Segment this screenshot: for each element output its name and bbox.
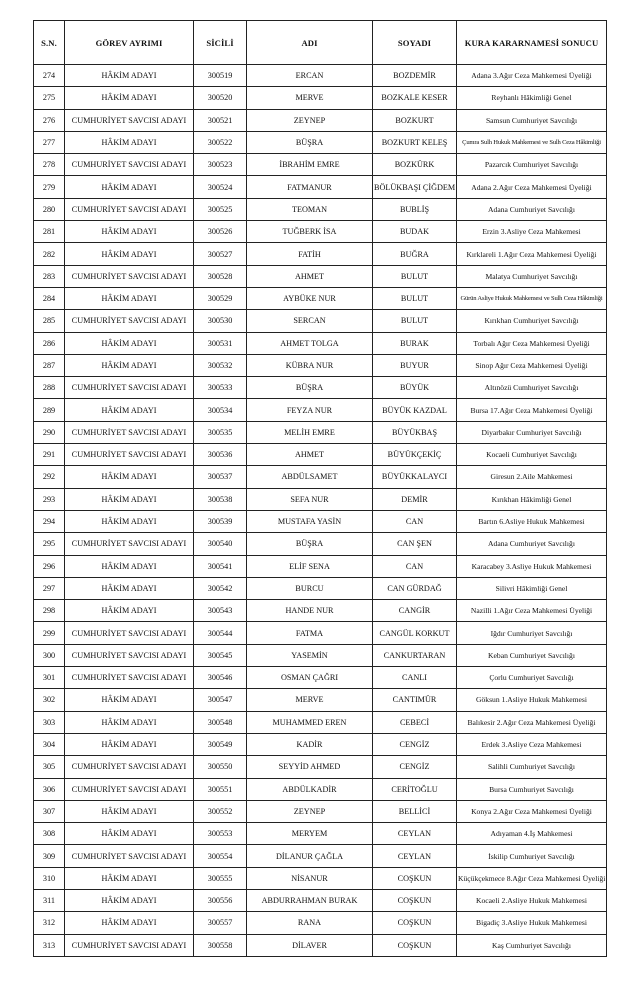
cell-kura: Karacabey 3.Asliye Hukuk Mahkemesi xyxy=(457,555,607,577)
table-row xyxy=(34,689,607,711)
cell-sn: 298 xyxy=(34,600,65,622)
cell-kura: Adana Cumhuriyet Savcılığı xyxy=(457,533,607,555)
cell-soyadi: BÜYÜKÇEKİÇ xyxy=(373,444,457,466)
cell-sn: 276 xyxy=(34,109,65,131)
table-row xyxy=(34,823,607,845)
cell-adi: ERCAN xyxy=(247,65,373,87)
cell-soyadi: BOZKURT xyxy=(373,109,457,131)
cell-soyadi: CEYLAN xyxy=(373,845,457,867)
cell-adi: RANA xyxy=(247,912,373,934)
cell-sn: 287 xyxy=(34,354,65,376)
cell-adi: AHMET xyxy=(247,265,373,287)
cell-sn: 302 xyxy=(34,689,65,711)
cell-gorev: HÂKİM ADAYI xyxy=(65,466,194,488)
cell-kura: Konya 2.Ağır Ceza Mahkemesi Üyeliği xyxy=(457,800,607,822)
table-row xyxy=(34,934,607,956)
cell-soyadi: BUDAK xyxy=(373,221,457,243)
cell-sicil: 300524 xyxy=(194,176,247,198)
cell-sicil: 300538 xyxy=(194,488,247,510)
cell-sn: 288 xyxy=(34,377,65,399)
cell-adi: MELİH EMRE xyxy=(247,421,373,443)
cell-soyadi: COŞKUN xyxy=(373,889,457,911)
cell-sicil: 300531 xyxy=(194,332,247,354)
cell-adi: ABDURRAHMAN BURAK xyxy=(247,889,373,911)
table-row xyxy=(34,377,607,399)
cell-sn: 293 xyxy=(34,488,65,510)
table-row xyxy=(34,733,607,755)
cell-soyadi: CANGÜL KORKUT xyxy=(373,622,457,644)
cell-sicil: 300549 xyxy=(194,733,247,755)
cell-adi: SEFA NUR xyxy=(247,488,373,510)
cell-sicil: 300546 xyxy=(194,667,247,689)
cell-kura: Silivri Hâkimliği Genel xyxy=(457,577,607,599)
cell-kura: Kırıkhan Cumhuriyet Savcılığı xyxy=(457,310,607,332)
cell-gorev: CUMHURİYET SAVCISI ADAYI xyxy=(65,533,194,555)
cell-sicil: 300519 xyxy=(194,65,247,87)
cell-kura: Kocaeli 2.Asliye Hukuk Mahkemesi xyxy=(457,889,607,911)
cell-sicil: 300557 xyxy=(194,912,247,934)
column-header-sicil: SİCİLİ xyxy=(194,21,247,65)
cell-gorev: HÂKİM ADAYI xyxy=(65,131,194,153)
cell-sicil: 300522 xyxy=(194,131,247,153)
cell-soyadi: COŞKUN xyxy=(373,867,457,889)
cell-soyadi: BULUT xyxy=(373,265,457,287)
cell-adi: AHMET TOLGA xyxy=(247,332,373,354)
cell-gorev: HÂKİM ADAYI xyxy=(65,823,194,845)
cell-sn: 299 xyxy=(34,622,65,644)
cell-kura: Balıkesir 2.Ağır Ceza Mahkemesi Üyeliği xyxy=(457,711,607,733)
cell-gorev: CUMHURİYET SAVCISI ADAYI xyxy=(65,154,194,176)
cell-sicil: 300540 xyxy=(194,533,247,555)
cell-gorev: CUMHURİYET SAVCISI ADAYI xyxy=(65,198,194,220)
table-row xyxy=(34,154,607,176)
cell-soyadi: CAN ŞEN xyxy=(373,533,457,555)
cell-soyadi: BÜYÜK KAZDAL xyxy=(373,399,457,421)
table-row xyxy=(34,399,607,421)
cell-kura: Adana Cumhuriyet Savcılığı xyxy=(457,198,607,220)
cell-sn: 296 xyxy=(34,555,65,577)
cell-soyadi: CAN xyxy=(373,510,457,532)
cell-kura: Kaş Cumhuriyet Savcılığı xyxy=(457,934,607,956)
cell-adi: ABDÜLSAMET xyxy=(247,466,373,488)
cell-soyadi: BUYUR xyxy=(373,354,457,376)
cell-adi: SEYYİD AHMED xyxy=(247,756,373,778)
cell-gorev: HÂKİM ADAYI xyxy=(65,488,194,510)
cell-sicil: 300554 xyxy=(194,845,247,867)
cell-gorev: CUMHURİYET SAVCISI ADAYI xyxy=(65,756,194,778)
assignment-table xyxy=(33,20,607,957)
cell-adi: MERVE xyxy=(247,87,373,109)
cell-gorev: CUMHURİYET SAVCISI ADAYI xyxy=(65,778,194,800)
cell-sicil: 300535 xyxy=(194,421,247,443)
cell-sn: 286 xyxy=(34,332,65,354)
table-row xyxy=(34,756,607,778)
column-header-gorev: GÖREV AYRIMI xyxy=(65,21,194,65)
cell-gorev: CUMHURİYET SAVCISI ADAYI xyxy=(65,845,194,867)
cell-kura: Salihli Cumhuriyet Savcılığı xyxy=(457,756,607,778)
cell-kura: Çumra Sulh Hukuk Mahkemesi ve Sulh Ceza Hâkimliği xyxy=(457,131,607,153)
cell-sn: 310 xyxy=(34,867,65,889)
column-header-soyadi: SOYADI xyxy=(373,21,457,65)
cell-kura: Pazarcık Cumhuriyet Savcılığı xyxy=(457,154,607,176)
cell-adi: KADİR xyxy=(247,733,373,755)
cell-kura: Altınözü Cumhuriyet Savcılığı xyxy=(457,377,607,399)
cell-kura: Keban Cumhuriyet Savcılığı xyxy=(457,644,607,666)
table-row xyxy=(34,109,607,131)
cell-sn: 308 xyxy=(34,823,65,845)
table-row xyxy=(34,555,607,577)
cell-sn: 301 xyxy=(34,667,65,689)
cell-soyadi: BURAK xyxy=(373,332,457,354)
cell-sicil: 300537 xyxy=(194,466,247,488)
cell-sn: 304 xyxy=(34,733,65,755)
cell-adi: FEYZA NUR xyxy=(247,399,373,421)
cell-gorev: HÂKİM ADAYI xyxy=(65,689,194,711)
cell-soyadi: BÜYÜKKALAYCI xyxy=(373,466,457,488)
cell-kura: Malatya Cumhuriyet Savcılığı xyxy=(457,265,607,287)
cell-sicil: 300556 xyxy=(194,889,247,911)
cell-adi: BÜŞRA xyxy=(247,131,373,153)
cell-kura: Kocaeli Cumhuriyet Savcılığı xyxy=(457,444,607,466)
cell-sicil: 300545 xyxy=(194,644,247,666)
cell-sicil: 300542 xyxy=(194,577,247,599)
cell-sn: 306 xyxy=(34,778,65,800)
table-row xyxy=(34,198,607,220)
cell-gorev: HÂKİM ADAYI xyxy=(65,711,194,733)
cell-sn: 282 xyxy=(34,243,65,265)
cell-soyadi: CANLI xyxy=(373,667,457,689)
cell-kura: Küçükçekmece 8.Ağır Ceza Mahkemesi Üyeliği xyxy=(457,867,607,889)
cell-kura: Adıyaman 4.İş Mahkemesi xyxy=(457,823,607,845)
cell-gorev: HÂKİM ADAYI xyxy=(65,243,194,265)
cell-adi: DİLAVER xyxy=(247,934,373,956)
cell-sn: 274 xyxy=(34,65,65,87)
cell-sicil: 300543 xyxy=(194,600,247,622)
table-row xyxy=(34,65,607,87)
cell-adi: TEOMAN xyxy=(247,198,373,220)
cell-sn: 300 xyxy=(34,644,65,666)
table-header xyxy=(34,21,607,65)
table-row xyxy=(34,622,607,644)
cell-soyadi: DEMİR xyxy=(373,488,457,510)
cell-kura: Reyhanlı Hâkimliği Genel xyxy=(457,87,607,109)
cell-sicil: 300539 xyxy=(194,510,247,532)
cell-kura: Bartın 6.Asliye Hukuk Mahkemesi xyxy=(457,510,607,532)
cell-gorev: CUMHURİYET SAVCISI ADAYI xyxy=(65,265,194,287)
table-row xyxy=(34,667,607,689)
cell-gorev: CUMHURİYET SAVCISI ADAYI xyxy=(65,109,194,131)
table-row xyxy=(34,310,607,332)
cell-gorev: HÂKİM ADAYI xyxy=(65,510,194,532)
table-row xyxy=(34,243,607,265)
cell-sn: 280 xyxy=(34,198,65,220)
cell-sn: 289 xyxy=(34,399,65,421)
cell-gorev: CUMHURİYET SAVCISI ADAYI xyxy=(65,644,194,666)
cell-soyadi: BÜYÜK xyxy=(373,377,457,399)
cell-adi: MUHAMMED EREN xyxy=(247,711,373,733)
cell-adi: MERYEM xyxy=(247,823,373,845)
cell-kura: Erdek 3.Asliye Ceza Mahkemesi xyxy=(457,733,607,755)
cell-sn: 279 xyxy=(34,176,65,198)
cell-sn: 285 xyxy=(34,310,65,332)
table-row xyxy=(34,533,607,555)
cell-sicil: 300520 xyxy=(194,87,247,109)
cell-adi: HANDE NUR xyxy=(247,600,373,622)
cell-adi: OSMAN ÇAĞRI xyxy=(247,667,373,689)
cell-kura: Sinop Ağır Ceza Mahkemesi Üyeliği xyxy=(457,354,607,376)
cell-adi: KÜBRA NUR xyxy=(247,354,373,376)
cell-gorev: HÂKİM ADAYI xyxy=(65,555,194,577)
cell-gorev: HÂKİM ADAYI xyxy=(65,889,194,911)
cell-adi: FATMA xyxy=(247,622,373,644)
cell-gorev: HÂKİM ADAYI xyxy=(65,221,194,243)
table-row xyxy=(34,221,607,243)
cell-sn: 295 xyxy=(34,533,65,555)
cell-gorev: CUMHURİYET SAVCISI ADAYI xyxy=(65,444,194,466)
cell-sn: 275 xyxy=(34,87,65,109)
cell-gorev: HÂKİM ADAYI xyxy=(65,600,194,622)
cell-kura: Adana 2.Ağır Ceza Mahkemesi Üyeliği xyxy=(457,176,607,198)
cell-soyadi: CANTIMÜR xyxy=(373,689,457,711)
cell-gorev: HÂKİM ADAYI xyxy=(65,399,194,421)
cell-gorev: CUMHURİYET SAVCISI ADAYI xyxy=(65,934,194,956)
cell-sicil: 300548 xyxy=(194,711,247,733)
table-row xyxy=(34,444,607,466)
cell-soyadi: BÖLÜKBAŞI ÇİĞDEM xyxy=(373,176,457,198)
cell-kura: Çorlu Cumhuriyet Savcılığı xyxy=(457,667,607,689)
cell-sicil: 300551 xyxy=(194,778,247,800)
cell-soyadi: BUĞRA xyxy=(373,243,457,265)
cell-soyadi: CANGİR xyxy=(373,600,457,622)
cell-soyadi: BUBLİŞ xyxy=(373,198,457,220)
table-row xyxy=(34,800,607,822)
table-row xyxy=(34,845,607,867)
cell-gorev: HÂKİM ADAYI xyxy=(65,354,194,376)
cell-soyadi: BOZKÜRK xyxy=(373,154,457,176)
table-row xyxy=(34,332,607,354)
cell-sicil: 300536 xyxy=(194,444,247,466)
cell-gorev: CUMHURİYET SAVCISI ADAYI xyxy=(65,622,194,644)
cell-soyadi: CENGİZ xyxy=(373,756,457,778)
cell-kura: Erzin 3.Asliye Ceza Mahkemesi xyxy=(457,221,607,243)
cell-soyadi: CAN xyxy=(373,555,457,577)
table-row xyxy=(34,600,607,622)
table-row xyxy=(34,176,607,198)
cell-sicil: 300530 xyxy=(194,310,247,332)
table-row xyxy=(34,131,607,153)
cell-sn: 312 xyxy=(34,912,65,934)
cell-soyadi: CEBECİ xyxy=(373,711,457,733)
cell-sicil: 300534 xyxy=(194,399,247,421)
cell-sicil: 300558 xyxy=(194,934,247,956)
cell-kura: Diyarbakır Cumhuriyet Savcılığı xyxy=(457,421,607,443)
cell-adi: NİSANUR xyxy=(247,867,373,889)
cell-kura: Gürün Asliye Hukuk Mahkemesi ve Sulh Ceza Hâkimliği xyxy=(457,287,607,309)
cell-sn: 313 xyxy=(34,934,65,956)
cell-gorev: HÂKİM ADAYI xyxy=(65,87,194,109)
cell-kura: İskilip Cumhuriyet Savcılığı xyxy=(457,845,607,867)
cell-adi: AYBÜKE NUR xyxy=(247,287,373,309)
cell-adi: BÜŞRA xyxy=(247,533,373,555)
cell-kura: Samsun Cumhuriyet Savcılığı xyxy=(457,109,607,131)
cell-kura: Bursa Cumhuriyet Savcılığı xyxy=(457,778,607,800)
cell-adi: İBRAHİM EMRE xyxy=(247,154,373,176)
cell-adi: TUĞBERK İSA xyxy=(247,221,373,243)
cell-adi: ZEYNEP xyxy=(247,800,373,822)
cell-soyadi: BOZKURT KELEŞ xyxy=(373,131,457,153)
cell-sn: 281 xyxy=(34,221,65,243)
table-row xyxy=(34,354,607,376)
table-row xyxy=(34,265,607,287)
cell-sn: 291 xyxy=(34,444,65,466)
cell-sn: 305 xyxy=(34,756,65,778)
cell-sn: 307 xyxy=(34,800,65,822)
cell-sicil: 300550 xyxy=(194,756,247,778)
cell-adi: YASEMİN xyxy=(247,644,373,666)
cell-sn: 294 xyxy=(34,510,65,532)
cell-adi: BÜŞRA xyxy=(247,377,373,399)
cell-sicil: 300525 xyxy=(194,198,247,220)
table-row xyxy=(34,466,607,488)
cell-soyadi: COŞKUN xyxy=(373,934,457,956)
cell-kura: Torbalı Ağır Ceza Mahkemesi Üyeliği xyxy=(457,332,607,354)
table-row xyxy=(34,867,607,889)
cell-kura: Göksun 1.Asliye Hukuk Mahkemesi xyxy=(457,689,607,711)
table-row xyxy=(34,287,607,309)
cell-sicil: 300523 xyxy=(194,154,247,176)
cell-sn: 303 xyxy=(34,711,65,733)
column-header-sn: S.N. xyxy=(34,21,65,65)
table-body xyxy=(34,65,607,957)
cell-kura: Kırklareli 1.Ağır Ceza Mahkemesi Üyeliği xyxy=(457,243,607,265)
cell-sicil: 300552 xyxy=(194,800,247,822)
table-row xyxy=(34,711,607,733)
cell-soyadi: BÜYÜKBAŞ xyxy=(373,421,457,443)
cell-soyadi: CERİTOĞLU xyxy=(373,778,457,800)
column-header-adi: ADI xyxy=(247,21,373,65)
cell-sicil: 300533 xyxy=(194,377,247,399)
cell-adi: ABDÜLKADİR xyxy=(247,778,373,800)
cell-adi: ELİF SENA xyxy=(247,555,373,577)
table-row xyxy=(34,778,607,800)
cell-sn: 277 xyxy=(34,131,65,153)
cell-kura: Iğdır Cumhuriyet Savcılığı xyxy=(457,622,607,644)
table-row xyxy=(34,889,607,911)
cell-kura: Bigadiç 3.Asliye Hukuk Mahkemesi xyxy=(457,912,607,934)
cell-soyadi: COŞKUN xyxy=(373,912,457,934)
cell-sicil: 300544 xyxy=(194,622,247,644)
cell-adi: FATİH xyxy=(247,243,373,265)
cell-sn: 292 xyxy=(34,466,65,488)
cell-sicil: 300553 xyxy=(194,823,247,845)
cell-sicil: 300521 xyxy=(194,109,247,131)
cell-sicil: 300526 xyxy=(194,221,247,243)
table-row xyxy=(34,577,607,599)
table-row xyxy=(34,510,607,532)
cell-gorev: HÂKİM ADAYI xyxy=(65,65,194,87)
cell-sicil: 300532 xyxy=(194,354,247,376)
cell-gorev: HÂKİM ADAYI xyxy=(65,912,194,934)
cell-adi: DİLANUR ÇAĞLA xyxy=(247,845,373,867)
cell-adi: BURCU xyxy=(247,577,373,599)
cell-sicil: 300541 xyxy=(194,555,247,577)
cell-kura: Bursa 17.Ağır Ceza Mahkemesi Üyeliği xyxy=(457,399,607,421)
header-row xyxy=(34,21,607,65)
cell-sicil: 300527 xyxy=(194,243,247,265)
cell-adi: AHMET xyxy=(247,444,373,466)
cell-soyadi: CENGİZ xyxy=(373,733,457,755)
cell-sn: 297 xyxy=(34,577,65,599)
cell-sicil: 300547 xyxy=(194,689,247,711)
cell-sicil: 300528 xyxy=(194,265,247,287)
cell-soyadi: BELLİCİ xyxy=(373,800,457,822)
cell-sn: 290 xyxy=(34,421,65,443)
cell-soyadi: CEYLAN xyxy=(373,823,457,845)
results-sheet xyxy=(33,20,606,957)
cell-gorev: CUMHURİYET SAVCISI ADAYI xyxy=(65,377,194,399)
cell-sn: 278 xyxy=(34,154,65,176)
cell-gorev: HÂKİM ADAYI xyxy=(65,332,194,354)
cell-soyadi: BULUT xyxy=(373,287,457,309)
cell-gorev: HÂKİM ADAYI xyxy=(65,800,194,822)
cell-sn: 284 xyxy=(34,287,65,309)
cell-sicil: 300529 xyxy=(194,287,247,309)
cell-adi: MERVE xyxy=(247,689,373,711)
cell-sn: 311 xyxy=(34,889,65,911)
cell-adi: SERCAN xyxy=(247,310,373,332)
cell-soyadi: BOZKALE KESER xyxy=(373,87,457,109)
cell-sn: 309 xyxy=(34,845,65,867)
table-row xyxy=(34,912,607,934)
table-row xyxy=(34,87,607,109)
column-header-kura: KURA KARARNAMESİ SONUCU xyxy=(457,21,607,65)
cell-gorev: CUMHURİYET SAVCISI ADAYI xyxy=(65,310,194,332)
cell-gorev: HÂKİM ADAYI xyxy=(65,577,194,599)
cell-adi: ZEYNEP xyxy=(247,109,373,131)
cell-gorev: CUMHURİYET SAVCISI ADAYI xyxy=(65,667,194,689)
cell-kura: Kırıkhan Hâkimliği Genel xyxy=(457,488,607,510)
cell-gorev: HÂKİM ADAYI xyxy=(65,733,194,755)
cell-soyadi: BOZDEMİR xyxy=(373,65,457,87)
cell-soyadi: CAN GÜRDAĞ xyxy=(373,577,457,599)
cell-soyadi: CANKURTARAN xyxy=(373,644,457,666)
cell-soyadi: BULUT xyxy=(373,310,457,332)
cell-sn: 283 xyxy=(34,265,65,287)
cell-sicil: 300555 xyxy=(194,867,247,889)
table-row xyxy=(34,488,607,510)
table-row xyxy=(34,421,607,443)
cell-kura: Adana 3.Ağır Ceza Mahkemesi Üyeliği xyxy=(457,65,607,87)
cell-kura: Nazilli 1.Ağır Ceza Mahkemesi Üyeliği xyxy=(457,600,607,622)
cell-gorev: CUMHURİYET SAVCISI ADAYI xyxy=(65,421,194,443)
cell-gorev: HÂKİM ADAYI xyxy=(65,287,194,309)
cell-gorev: HÂKİM ADAYI xyxy=(65,176,194,198)
cell-adi: MUSTAFA YASİN xyxy=(247,510,373,532)
table-row xyxy=(34,644,607,666)
cell-kura: Giresun 2.Aile Mahkemesi xyxy=(457,466,607,488)
cell-adi: FATMANUR xyxy=(247,176,373,198)
cell-gorev: HÂKİM ADAYI xyxy=(65,867,194,889)
